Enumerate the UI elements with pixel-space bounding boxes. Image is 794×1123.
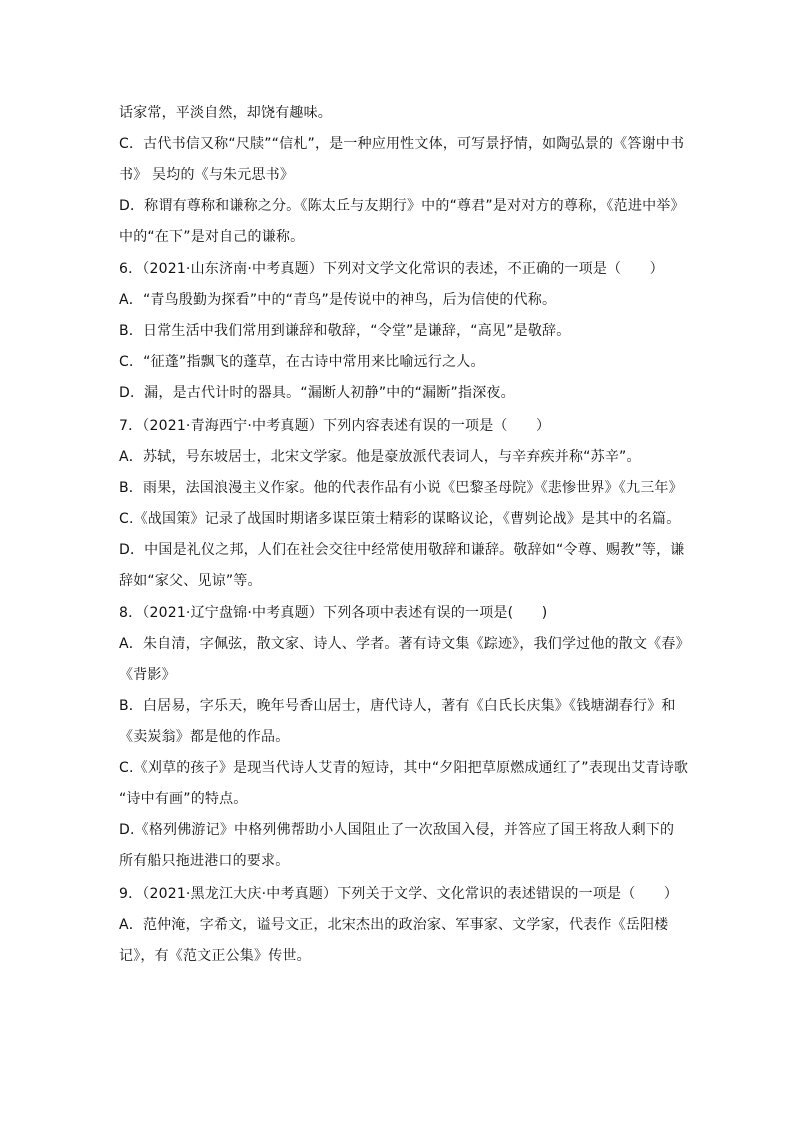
question-9-option-a: A．范仲淹，字希文，谥号文正，北宋杰出的政治家、军事家、文学家，代表作《岳阳楼 [119, 917, 669, 933]
text-line: 中的“在下”是对自己的谦称。 [119, 229, 305, 245]
question-7-option-a: A．苏轼，号东坡居士，北宋文学家。他是豪放派代表词人，与辛弃疾并称“苏辛”。 [119, 449, 641, 465]
question-7-option-c: C.《战国策》记录了战国时期诸多谋臣策士精彩的谋略议论，《曹刿论战》是其中的名篇。 [119, 511, 681, 527]
question-7-stem: 7．（2021·青海西宁·中考真题）下列内容表述有误的一项是（ ） [119, 418, 551, 434]
question-6-option-b: B．日常生活中我们常用到谦辞和敬辞，“令堂”是谦辞，“高见”是敬辞。 [119, 323, 571, 339]
text-line: 辞如“家父、见谅”等。 [119, 573, 262, 589]
text-line: D．称谓有尊称和谦称之分。《陈太丘与友期行》中的“尊君”是对对方的尊称，《范进中举》 [119, 198, 685, 214]
question-9-stem: 9．（2021·黑龙江大庆·中考真题）下列关于文学、文化常识的表述错误的一项是（ ） [119, 886, 679, 902]
text-line: “诗中有画”的特点。 [119, 791, 248, 807]
text-line: 《卖炭翁》都是他的作品。 [119, 729, 290, 745]
question-6-stem: 6．（2021·山东济南·中考真题）下列对文学文化常识的表述，不正确的一项是（ ） [119, 261, 664, 277]
question-7-option-b: B．雨果，法国浪漫主义作家。他的代表作品有小说《巴黎圣母院》《悲惨世界》《九三年》 [119, 480, 683, 496]
text-line: 话家常，平淡自然，却饶有趣味。 [119, 105, 332, 121]
text-line: 《背影》 [119, 667, 176, 683]
text-line: 记》，有《范文正公集》传世。 [119, 948, 311, 964]
text-line: 所有船只拖进港口的要求。 [119, 853, 290, 869]
question-8-option-c: C.《刈草的孩子》是现当代诗人艾青的短诗，其中“夕阳把草原燃成通红了”表现出艾青诗歌 [119, 760, 689, 776]
text-line: 书》 吴均的《与朱元思书》 [119, 167, 295, 183]
question-8-option-d: D.《格列佛游记》中格列佛帮助小人国阻止了一次敌国入侵，并答应了国王将敌人剩下的 [119, 822, 675, 838]
question-6-option-d: D．漏，是古代计时的器具。“漏断人初静”中的“漏断”指深夜。 [119, 385, 515, 401]
question-6-option-c: C．“征蓬”指飘飞的蓬草，在古诗中常用来比喻远行之人。 [119, 354, 485, 370]
question-7-option-d: D．中国是礼仪之邦，人们在社会交往中经常使用敬辞和谦辞。敬辞如“令尊、赐教”等，谦 [119, 542, 685, 558]
question-8-stem: 8．（2021·辽宁盘锦·中考真题）下列各项中表述有误的一项是( ) [119, 605, 548, 621]
question-8-option-b: B．白居易，字乐天，晚年号香山居士，唐代诗人，著有《白氏长庆集》《钱塘湖春行》和 [119, 698, 676, 714]
text-line: C．古代书信又称“尺牍”“信札”，是一种应用性文体，可写景抒情，如陶弘景的《答谢中书 [119, 136, 685, 152]
question-6-option-a: A．“青鸟殷勤为探看”中的“青鸟”是传说中的神鸟，后为信使的代称。 [119, 292, 557, 308]
question-8-option-a: A．朱自清，字佩弦，散文家、诗人、学者。著有诗文集《踪迹》，我们学过他的散文《春》 [119, 636, 690, 652]
